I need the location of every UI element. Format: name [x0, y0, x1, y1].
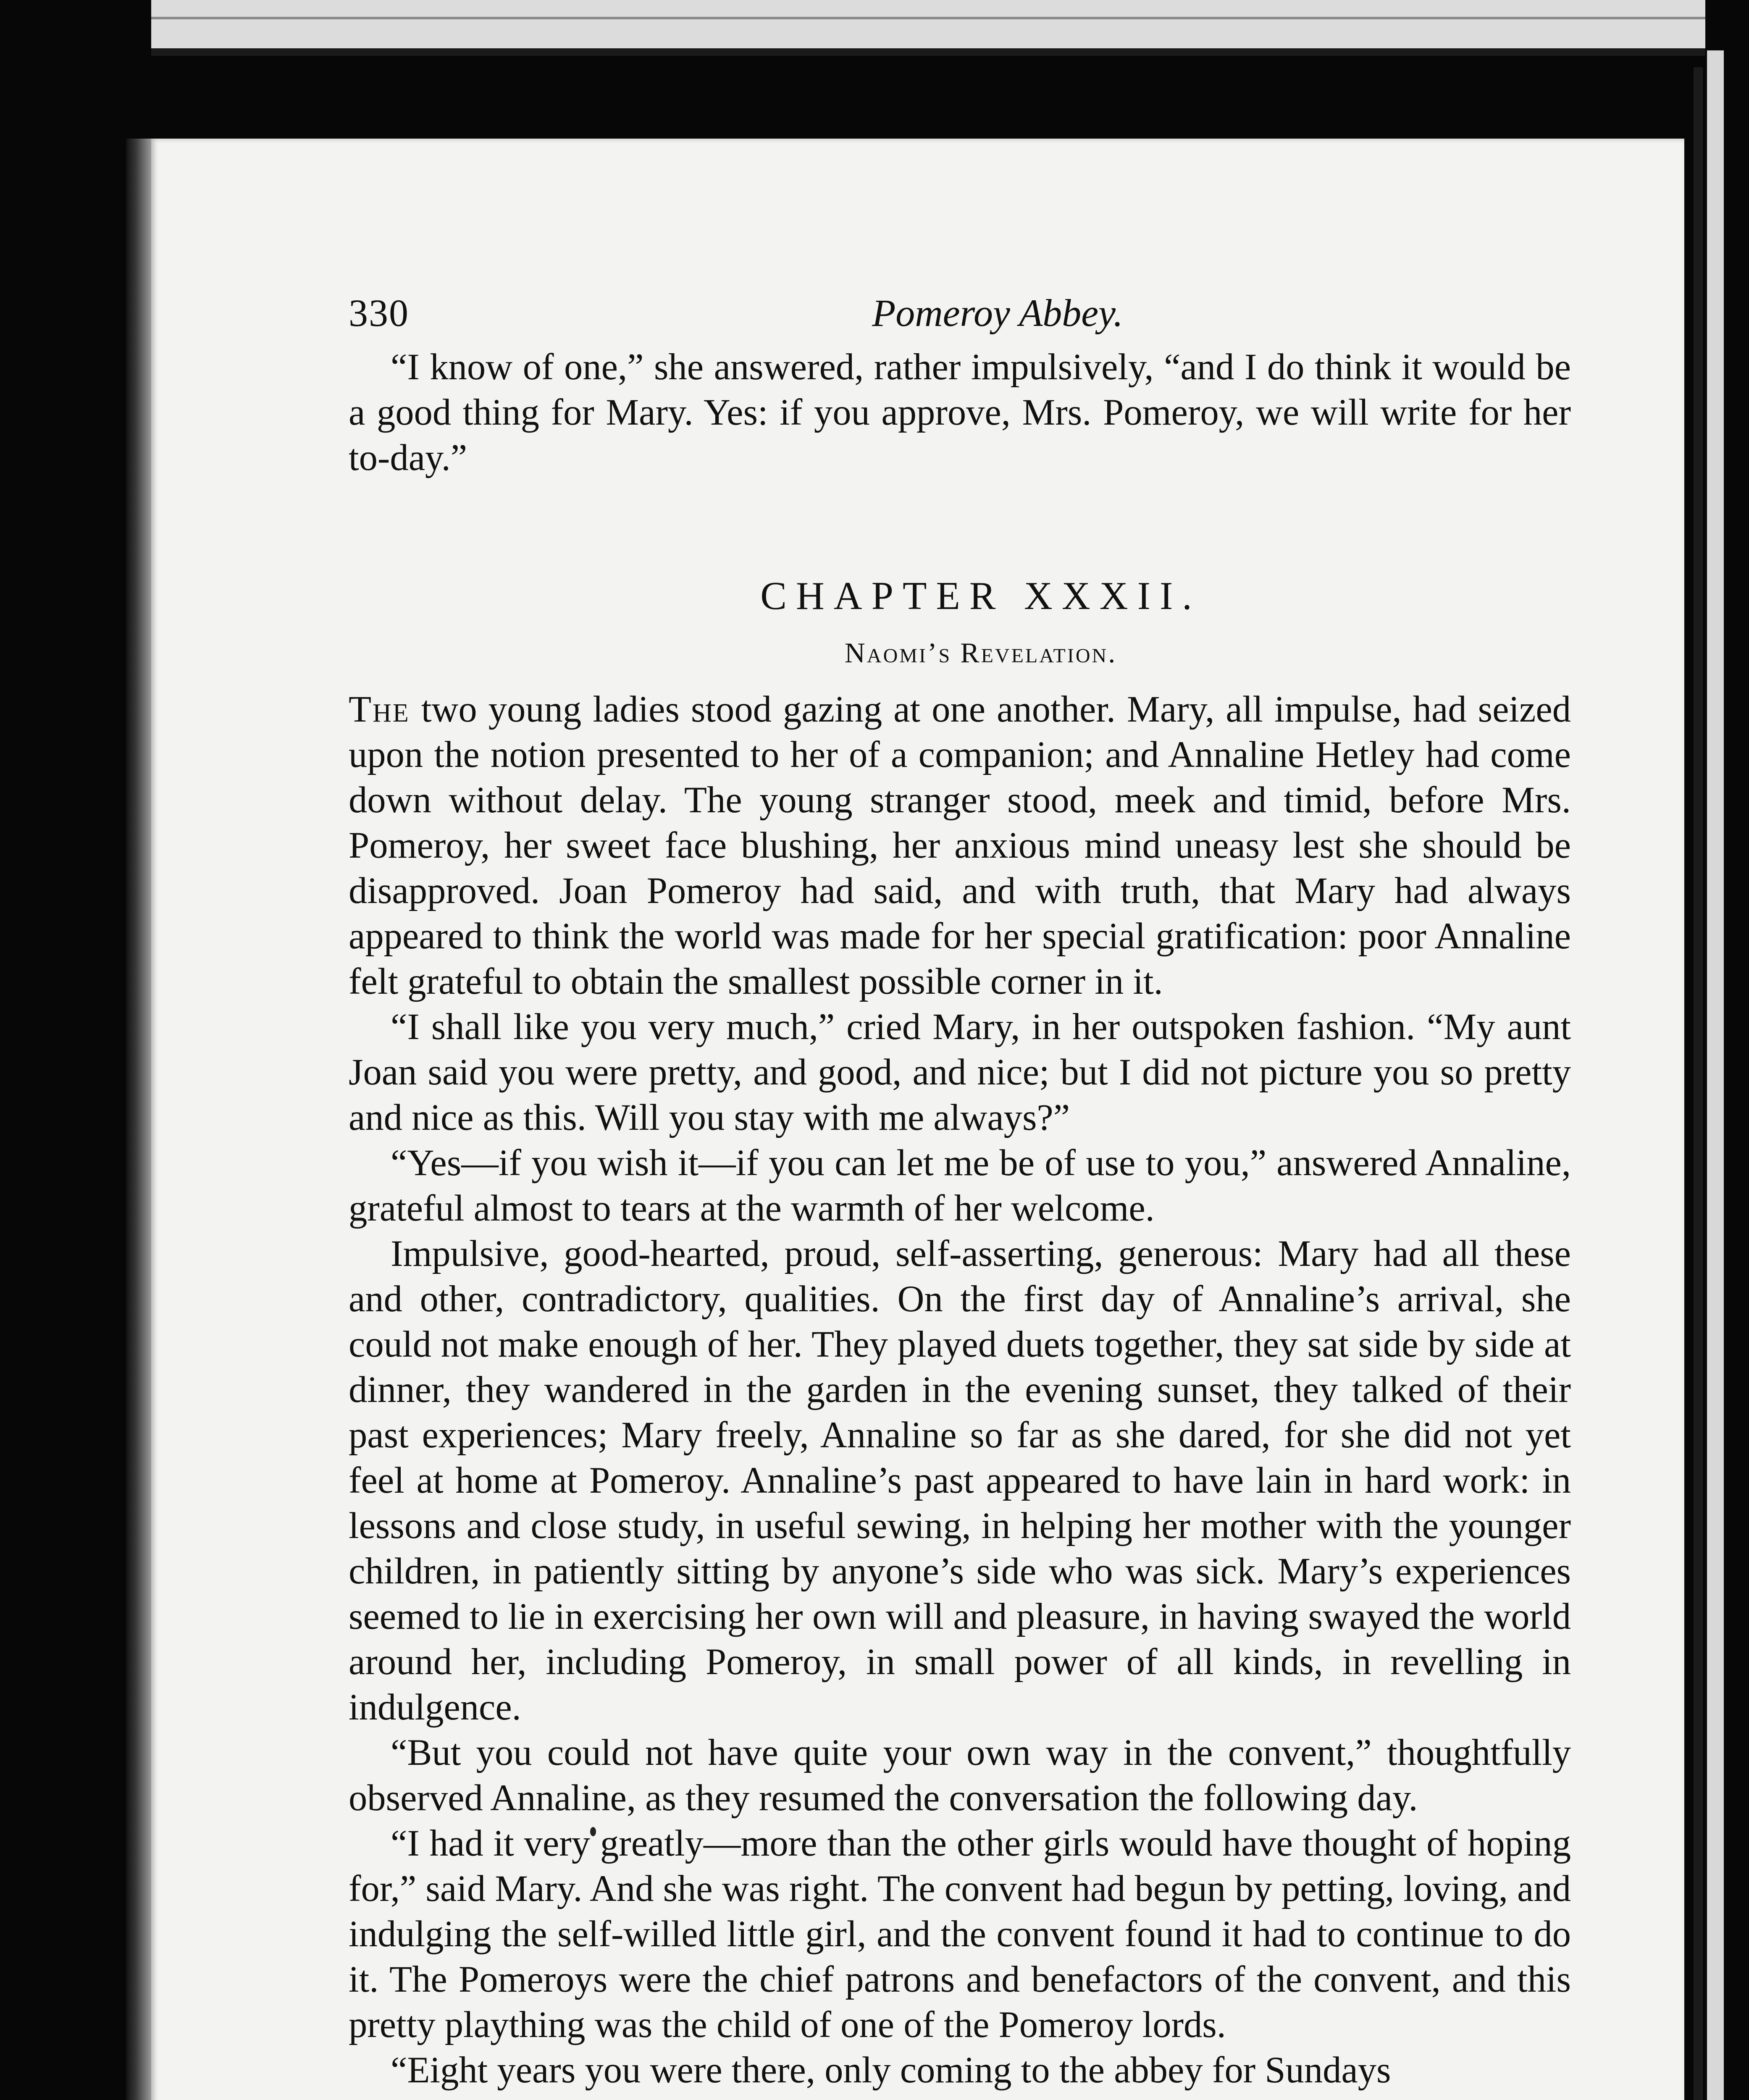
- running-title: Pomeroy Abbey.: [872, 291, 1123, 334]
- page-text-block: [349, 290, 1571, 2093]
- paragraph: Impulsive, good-hearted, proud, self-asserting, generous: Mary had all these and other, contradictory, qualities. On the first day of Annaline’s arrival, she could not make enough of her. They played duets together, they sat side by side at dinner, they wandered in the garden in the evening sunset, they talked of their past experiences; Mary freely, Annaline so far as she dared, for she did not yet feel at home at Pomeroy. Annaline’s past appeared to have lain in hard work: in lessons and close study, in useful sewing, in helping her mother with the younger children, in patiently sitting by anyone’s side who was sick. Mary’s experiences seemed to lie in exercising her own will and pleasure, in having swayed the world around her, including Pomeroy, in small power of all kinds, in revelling in indulgence.: [349, 1233, 1571, 1728]
- paragraph: “I know of one,” she answered, rather impulsively, “and I do think it would be a good thing for Mary. Yes: if you approve, Mrs. Pomeroy, we will write for her to-day.”: [349, 346, 1571, 478]
- paragraph: “I had it very greatly—more than the other girls would have thought of hoping for,” said Mary. And she was right. The convent had begun by petting, loving, and indulging the self-willed little girl, and the convent found it had to continue to do it. The Pomeroys were the chief patrons and benefactors of the convent, and this pretty plaything was the child of one of the Pomeroy lords.: [349, 1823, 1571, 2045]
- previous-page-edge: [151, 0, 1705, 56]
- running-head: [349, 290, 1571, 344]
- paragraph: “Eight years you were there, only coming to the abbey for Sundays: [391, 2050, 1391, 2091]
- chapter-subtitle: Naomi’s Revelation.: [844, 637, 1117, 669]
- chapter-heading: CHAPTER XXXII.: [760, 574, 1201, 618]
- opening-paragraph-text: two young ladies stood gazing at one another. Mary, all impulse, had seized upon the notion presented to her of a companion; and Annaline Hetley had come down without delay. The young stranger stood, meek and timid, before Mrs. Pomeroy, her sweet face blushing, her anxious mind uneasy lest she should be disapproved. Joan Pomeroy had said, and with truth, that Mary had always appeared to think the world was made for her special gratification: poor Annaline felt grateful to obtain the smallest possible corner in it.: [349, 689, 1571, 1002]
- right-page-shadow: [1694, 67, 1703, 2100]
- opening-word: The: [349, 689, 410, 730]
- paragraph: “I shall like you very much,” cried Mary, in her outspoken fashion. “My aunt Joan said you were pretty, and good, and nice; but I did not picture you so pretty and nice as this. Will you stay with me always?”: [349, 1006, 1571, 1138]
- book-binding-shadow: [126, 139, 151, 2100]
- paragraph: “But you could not have quite your own way in the convent,” thoughtfully observed Annaline, as they resumed the conversation the following day.: [349, 1732, 1571, 1819]
- page-edge-rule: [151, 17, 1705, 19]
- opening-paragraph: [349, 687, 1571, 1004]
- right-page-edge: [1707, 50, 1724, 2100]
- page-number: 330: [349, 291, 409, 334]
- paragraph: “Yes—if you wish it—if you can let me be of use to you,” answered Annaline, grateful almost to tears at the warmth of her welcome.: [349, 1142, 1571, 1229]
